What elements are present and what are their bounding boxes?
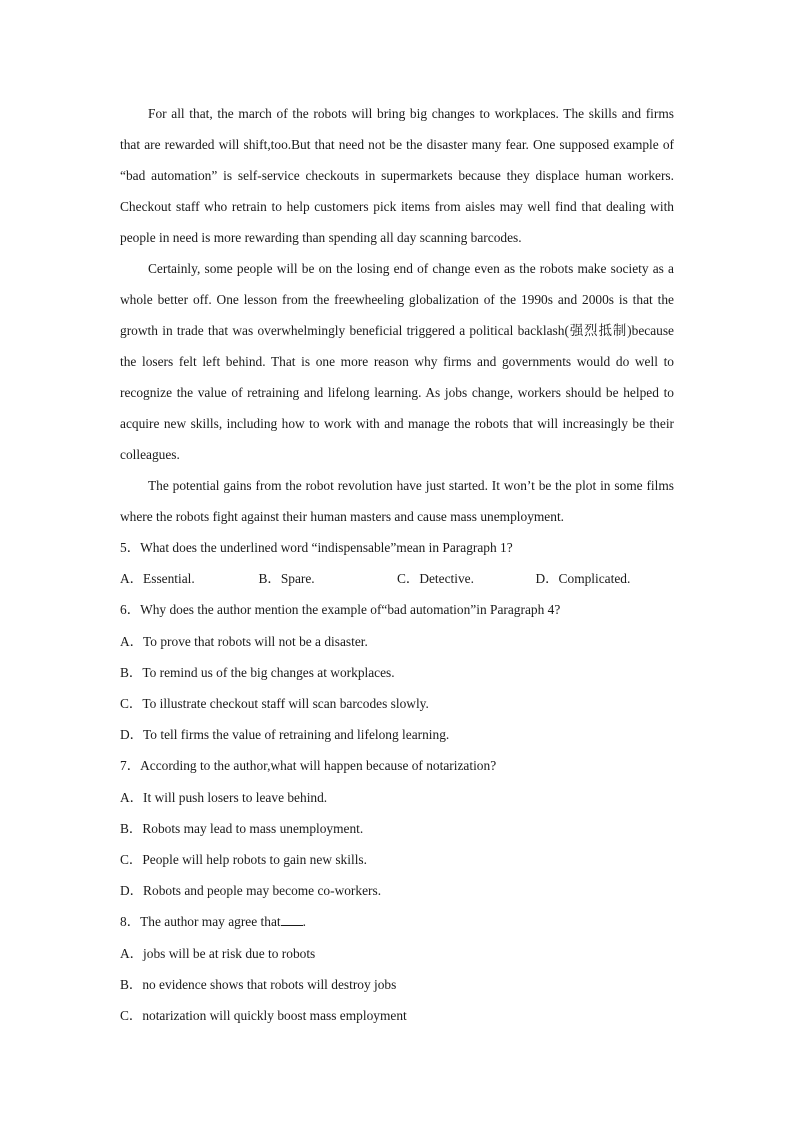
passage-paragraph-2: Certainly, some people will be on the losing end of change even as the robots make society as a whole better off. One lesson from the freewheeling globalization of the 1990s and 2000s is that the growth in trade that was overwhelmingly beneficial triggered a political backlash(强烈抵制)because the losers felt left behind. That is one more reason why firms and governments would do well to recognize the value of retraining and lifelong learning. As jobs change, workers should be helped to acquire new skills, including how to work with and manage the robots that will increasingly be their colleagues. — [120, 261, 674, 462]
answer-blank — [281, 913, 303, 926]
question-5-option-a: A．Essential. — [120, 571, 195, 587]
question-6-option-d: D．To tell firms the value of retraining and lifelong learning. — [120, 727, 450, 743]
question-7-option-a: A．It will push losers to leave behind. — [120, 789, 328, 805]
question-8-option-a: A．jobs will be at risk due to robots — [120, 945, 316, 961]
question-8-stem — [120, 906, 674, 937]
exam-page — [120, 98, 674, 1031]
question-7-option-b: B．Robots may lead to mass unemployment. — [120, 820, 364, 836]
question-8-option-c: C．notarization will quickly boost mass employment — [120, 1008, 407, 1024]
question-6-option-b: B．To remind us of the big changes at workplaces. — [120, 664, 395, 680]
passage-paragraph-3: The potential gains from the robot revolution have just started. It won’t be the plot in some films where the robots fight against their human masters and cause mass unemployment. — [120, 478, 674, 524]
passage-paragraph-1: For all that, the march of the robots will bring big changes to workplaces. The skills and firms that are rewarded will shift,too.But that need not be the disaster many fear. One supposed example of “bad automation” is self-service checkouts in supermarkets because they displace human workers. Checkout staff who retrain to help customers pick items from aisles may well find that dealing with people in need is more rewarding than spending all day scanning barcodes. — [120, 106, 674, 245]
question-5-option-c: C．Detective. — [397, 571, 474, 587]
question-6-stem: 6．Why does the author mention the example of“bad automation”in Paragraph 4? — [120, 602, 561, 618]
question-7-option-d: D．Robots and people may become co-workers. — [120, 883, 382, 899]
question-7-option-c: C．People will help robots to gain new skills. — [120, 852, 367, 868]
question-7-stem: 7．According to the author,what will happen because of notarization? — [120, 758, 497, 774]
question-8-stem-text: 8．The author may agree that — [120, 914, 281, 930]
question-5-options — [120, 563, 674, 594]
question-8-stem-end: . — [302, 914, 306, 930]
question-5-option-b: B．Spare. — [258, 571, 315, 587]
question-6-option-a: A．To prove that robots will not be a disaster. — [120, 633, 368, 649]
question-5-stem: 5．What does the underlined word “indispensable”mean in Paragraph 1? — [120, 540, 513, 555]
question-8-option-b: B．no evidence shows that robots will destroy jobs — [120, 976, 397, 992]
question-6-option-c: C．To illustrate checkout staff will scan barcodes slowly. — [120, 696, 429, 712]
question-5-option-d: D．Complicated. — [535, 571, 631, 587]
